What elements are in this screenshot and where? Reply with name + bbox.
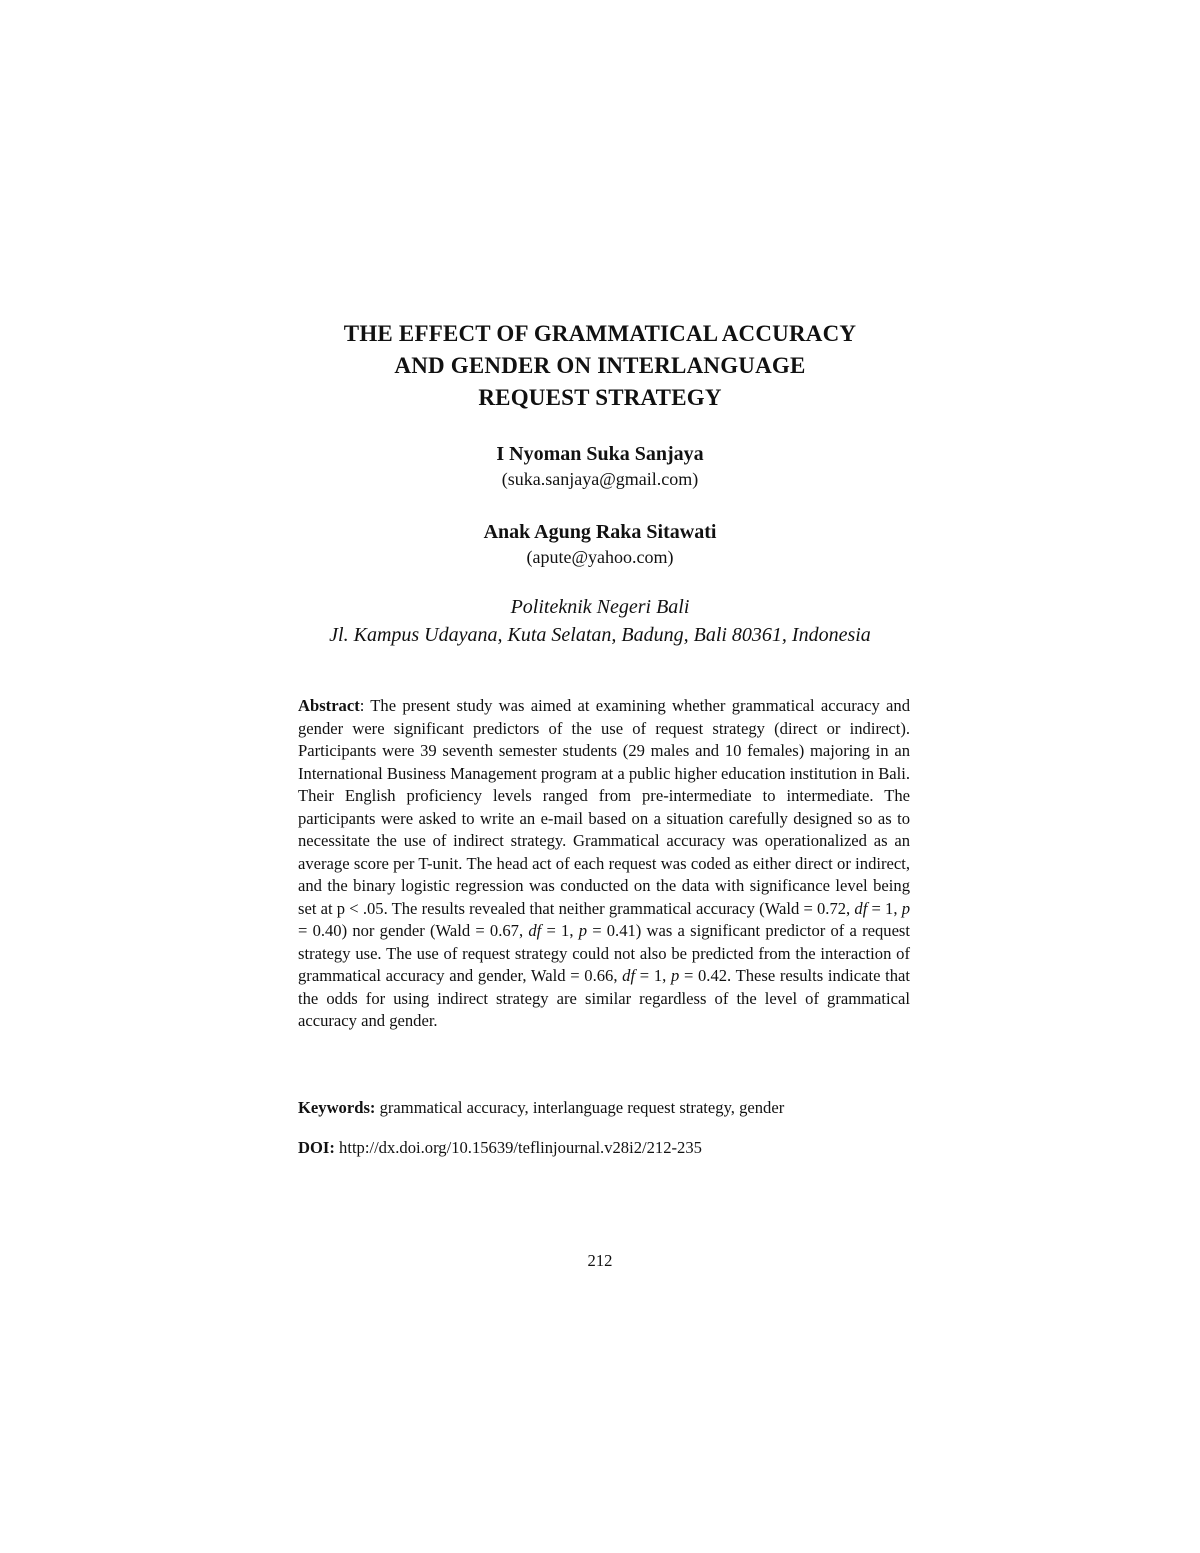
doi-label: DOI: [298, 1138, 335, 1157]
doi-link[interactable]: http://dx.doi.org/10.15639/teflinjournal.v28i2/212-235 [339, 1138, 702, 1157]
title-line-1: THE EFFECT OF GRAMMATICAL ACCURACY [343, 321, 857, 346]
affiliation-institution: Politeknik Negeri Bali [510, 596, 690, 618]
abstract-p-3: p [670, 966, 680, 985]
author-1 [200, 441, 1000, 491]
keywords-label: Keywords: [298, 1098, 376, 1117]
abstract-text-6: = 1, [635, 966, 671, 985]
abstract-df-3: df [622, 966, 636, 985]
abstract-df-2: df [528, 921, 542, 940]
title-line-3: REQUEST STRATEGY [478, 385, 722, 410]
paper-title [200, 318, 1000, 414]
abstract-text-5: = 0.41) was a significant predictor of a request strategy use. The use of request strategy could not also be predicted from the interaction of grammatical accuracy and gender, Wald = 0.66, [298, 921, 910, 985]
abstract-text-2: = 1, [867, 898, 902, 918]
abstract-text-7: = 0.42. These results indicate that the odds for using indirect strategy are similar regardless of the level of grammatical accuracy and gender. [298, 966, 911, 1030]
author-2-email: (apute@yahoo.com) [526, 547, 674, 567]
author-1-name: I Nyoman Suka Sanjaya [496, 443, 704, 465]
keywords-text: grammatical accuracy, interlanguage request strategy, gender [379, 1098, 785, 1117]
abstract-label: Abstract [298, 696, 360, 715]
page-number: 212 [587, 1251, 613, 1270]
keywords [298, 1097, 938, 1119]
author-2 [200, 519, 1000, 569]
affiliation-address: Jl. Kampus Udayana, Kuta Selatan, Badung, Bali 80361, Indonesia [329, 624, 871, 646]
author-2-name: Anak Agung Raka Sitawati [483, 521, 717, 543]
abstract-text-3: = 0.40) nor gender (Wald = 0.67, [298, 921, 529, 940]
affiliation [200, 593, 1000, 649]
abstract-p-1: p [901, 898, 910, 918]
abstract-text-4: = 1, [541, 921, 579, 940]
abstract-p-2: p [578, 921, 587, 940]
title-line-2: AND GENDER ON INTERLANGUAGE [394, 353, 806, 378]
abstract-df-1: df [854, 898, 868, 918]
author-1-email: (suka.sanjaya@gmail.com) [501, 469, 699, 489]
abstract [298, 695, 910, 1033]
abstract-text-1: : The present study was aimed at examining whether grammatical accuracy and gender were significant predictors of the use of request strategy (direct or indirect). Participants were 39 seventh semester students (29 males and 10 females) majoring in an International Business Management program at a public higher education institution in Bali. Their English proficiency levels ranged from pre-intermediate to intermediate. The participants were asked to write an e-mail based on a situation carefully designed so as to necessitate the use of indirect strategy. Grammatical accuracy was operationalized as an average score per T-unit. The head act of each request was coded as either direct or indirect, and the binary logistic regression was conducted on the data with significance level being set at p < .05. The results revealed that neither grammatical accuracy (Wald = 0.72, [298, 696, 910, 918]
doi [298, 1137, 938, 1159]
